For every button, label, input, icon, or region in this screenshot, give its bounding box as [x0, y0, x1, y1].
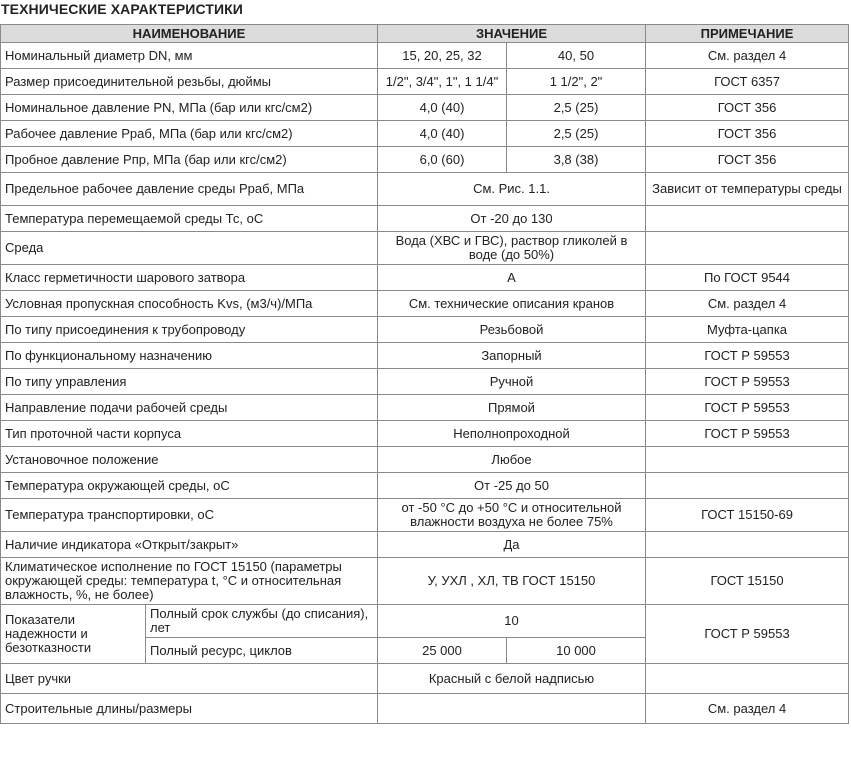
row-note [646, 206, 849, 232]
table-row [1, 291, 849, 317]
row-value: Да [378, 532, 646, 558]
row-value [378, 694, 646, 724]
row-name: Температура окружающей среды, оС [1, 473, 378, 499]
table-row [1, 121, 849, 147]
row-name: Температура перемещаемой среды Тс, оС [1, 206, 378, 232]
row-note: По ГОСТ 9544 [646, 265, 849, 291]
row-note [646, 232, 849, 265]
row-name: Условная пропускная способность Kvs, (м3/ч)/МПа [1, 291, 378, 317]
table-row [1, 317, 849, 343]
row-name: Тип проточной части корпуса [1, 421, 378, 447]
row-name: Цвет ручки [1, 664, 378, 694]
row-name: Наличие индикатора «Открыт/закрыт» [1, 532, 378, 558]
row-name: По типу управления [1, 369, 378, 395]
row-value-2: 10 000 [507, 638, 646, 664]
row-note: ГОСТ Р 59553 [646, 369, 849, 395]
row-note [646, 473, 849, 499]
table-row [1, 421, 849, 447]
row-name: Температура транспортировки, оС [1, 499, 378, 532]
row-value: Резьбовой [378, 317, 646, 343]
table-row [1, 369, 849, 395]
row-note: ГОСТ Р 59553 [646, 605, 849, 664]
table-row [1, 447, 849, 473]
row-value: От -20 до 130 [378, 206, 646, 232]
row-value-1: 6,0 (60) [378, 147, 507, 173]
table-row [1, 206, 849, 232]
row-value-1: 1/2", 3/4", 1", 1 1/4" [378, 69, 507, 95]
table-row [1, 147, 849, 173]
row-value-1: 15, 20, 25, 32 [378, 43, 507, 69]
row-name: Предельное рабочее давление среды Рраб, МПа [1, 173, 378, 206]
table-row [1, 558, 849, 605]
row-value: См. технические описания кранов [378, 291, 646, 317]
table-row [1, 43, 849, 69]
table-row [1, 173, 849, 206]
row-note: См. раздел 4 [646, 43, 849, 69]
row-value-2: 2,5 (25) [507, 121, 646, 147]
row-name: Размер присоединительной резьбы, дюймы [1, 69, 378, 95]
row-value: от -50 °С до +50 °С и относительной влажности воздуха не более 75% [378, 499, 646, 532]
row-name: Пробное давление Рпр, МПа (бар или кгс/см2) [1, 147, 378, 173]
table-row [1, 473, 849, 499]
row-name: Строительные длины/размеры [1, 694, 378, 724]
row-note: ГОСТ 356 [646, 147, 849, 173]
row-value: От -25 до 50 [378, 473, 646, 499]
table-row [1, 532, 849, 558]
row-name: Направление подачи рабочей среды [1, 395, 378, 421]
row-note: Зависит от температуры среды [646, 173, 849, 206]
table-row [1, 69, 849, 95]
row-note: ГОСТ 6357 [646, 69, 849, 95]
row-note: ГОСТ 15150-69 [646, 499, 849, 532]
row-name: Класс герметичности шарового затвора [1, 265, 378, 291]
row-note [646, 664, 849, 694]
row-note: ГОСТ Р 59553 [646, 395, 849, 421]
row-note: ГОСТ 356 [646, 121, 849, 147]
row-name: Полный срок службы (до списания), лет [146, 605, 378, 638]
row-value: У, УХЛ , ХЛ, ТВ ГОСТ 15150 [378, 558, 646, 605]
row-name: Установочное положение [1, 447, 378, 473]
row-note: ГОСТ 356 [646, 95, 849, 121]
row-note: См. раздел 4 [646, 694, 849, 724]
row-name: По типу присоединения к трубопроводу [1, 317, 378, 343]
row-note [646, 532, 849, 558]
row-name: Номинальный диаметр DN, мм [1, 43, 378, 69]
row-value: 10 [378, 605, 646, 638]
row-value-2: 1 1/2", 2" [507, 69, 646, 95]
row-value-2: 40, 50 [507, 43, 646, 69]
reliability-group-label: Показатели надежности и безотказности [1, 605, 146, 664]
page-title: ТЕХНИЧЕСКИЕ ХАРАКТЕРИСТИКИ [1, 1, 243, 17]
row-value: Красный с белой надписью [378, 664, 646, 694]
table-row [1, 664, 849, 694]
header-value: ЗНАЧЕНИЕ [378, 25, 646, 43]
header-note: ПРИМЕЧАНИЕ [646, 25, 849, 43]
row-note: Муфта-цапка [646, 317, 849, 343]
row-value: Вода (ХВС и ГВС), раствор гликолей в воде (до 50%) [378, 232, 646, 265]
row-name: Среда [1, 232, 378, 265]
row-value: Любое [378, 447, 646, 473]
table-row [1, 343, 849, 369]
row-note: См. раздел 4 [646, 291, 849, 317]
row-value-1: 4,0 (40) [378, 95, 507, 121]
row-value: Ручной [378, 369, 646, 395]
row-note [646, 447, 849, 473]
table-row [1, 395, 849, 421]
row-value: Неполнопроходной [378, 421, 646, 447]
row-value-1: 25 000 [378, 638, 507, 664]
row-value-1: 4,0 (40) [378, 121, 507, 147]
table-row [1, 232, 849, 265]
row-note: ГОСТ Р 59553 [646, 343, 849, 369]
row-value: Запорный [378, 343, 646, 369]
spec-table [0, 24, 849, 724]
row-name: Климатическое исполнение по ГОСТ 15150 (параметры окружающей среды: температура t, °С и относительная влажность, %, не более) [1, 558, 378, 605]
row-name: Номинальное давление PN, МПа (бар или кгс/см2) [1, 95, 378, 121]
row-value-2: 2,5 (25) [507, 95, 646, 121]
table-row [1, 694, 849, 724]
row-value: См. Рис. 1.1. [378, 173, 646, 206]
row-value: А [378, 265, 646, 291]
table-row [1, 95, 849, 121]
row-value: Прямой [378, 395, 646, 421]
table-row [1, 499, 849, 532]
row-name: По функциональному назначению [1, 343, 378, 369]
row-name: Рабочее давление Рраб, МПа (бар или кгс/см2) [1, 121, 378, 147]
row-note: ГОСТ 15150 [646, 558, 849, 605]
table-row [1, 605, 849, 638]
row-value-2: 3,8 (38) [507, 147, 646, 173]
table-row [1, 265, 849, 291]
row-name: Полный ресурс, циклов [146, 638, 378, 664]
row-note: ГОСТ Р 59553 [646, 421, 849, 447]
header-row [1, 25, 849, 43]
header-name: НАИМЕНОВАНИЕ [1, 25, 378, 43]
